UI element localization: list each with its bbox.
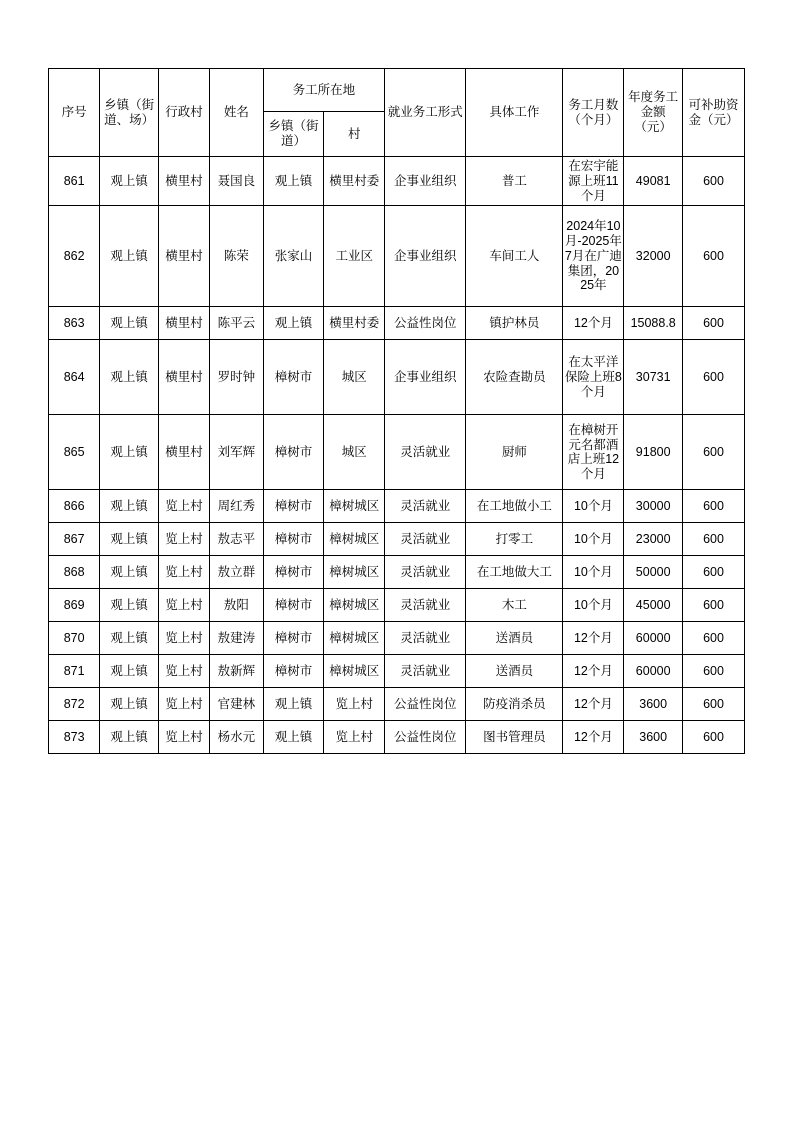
cell-employment-form: 企事业组织 <box>385 206 466 307</box>
cell-work-village: 樟树城区 <box>324 490 385 523</box>
cell-work-village: 樟树城区 <box>324 589 385 622</box>
cell-months: 10个月 <box>563 589 624 622</box>
cell-seq: 865 <box>49 415 100 490</box>
cell-work-township: 樟树市 <box>263 490 324 523</box>
cell-specific-work: 木工 <box>466 589 563 622</box>
cell-name: 敖建涛 <box>210 622 263 655</box>
cell-work-township: 樟树市 <box>263 589 324 622</box>
table-row <box>49 340 745 415</box>
cell-village: 横里村 <box>158 206 209 307</box>
cell-months: 在樟树开元名都酒店上班12个月 <box>563 415 624 490</box>
cell-seq: 870 <box>49 622 100 655</box>
cell-specific-work: 打零工 <box>466 523 563 556</box>
cell-work-village: 横里村委 <box>324 307 385 340</box>
cell-subsidy: 600 <box>683 415 745 490</box>
table-body <box>49 157 745 754</box>
table-row <box>49 589 745 622</box>
cell-township: 观上镇 <box>100 490 159 523</box>
cell-seq: 868 <box>49 556 100 589</box>
cell-months: 12个月 <box>563 307 624 340</box>
cell-employment-form: 企事业组织 <box>385 340 466 415</box>
cell-name: 周红秀 <box>210 490 263 523</box>
cell-work-village: 览上村 <box>324 688 385 721</box>
cell-seq: 863 <box>49 307 100 340</box>
column-header-annual-income: 年度务工金额（元） <box>624 69 683 157</box>
cell-village: 览上村 <box>158 556 209 589</box>
column-header-village: 行政村 <box>158 69 209 157</box>
cell-specific-work: 普工 <box>466 157 563 206</box>
cell-work-township: 张家山 <box>263 206 324 307</box>
cell-months: 2024年10月-2025年7月在广迪集团，2025年 <box>563 206 624 307</box>
table-header-row-1 <box>49 69 745 112</box>
column-header-seq: 序号 <box>49 69 100 157</box>
cell-name: 杨水元 <box>210 721 263 754</box>
cell-employment-form: 灵活就业 <box>385 490 466 523</box>
cell-township: 观上镇 <box>100 688 159 721</box>
cell-work-township: 樟树市 <box>263 655 324 688</box>
cell-months: 在太平洋保险上班8个月 <box>563 340 624 415</box>
cell-employment-form: 灵活就业 <box>385 622 466 655</box>
cell-subsidy: 600 <box>683 721 745 754</box>
cell-subsidy: 600 <box>683 206 745 307</box>
cell-township: 观上镇 <box>100 622 159 655</box>
cell-name: 官建林 <box>210 688 263 721</box>
cell-work-village: 工业区 <box>324 206 385 307</box>
cell-employment-form: 灵活就业 <box>385 655 466 688</box>
cell-employment-form: 公益性岗位 <box>385 688 466 721</box>
cell-employment-form: 灵活就业 <box>385 589 466 622</box>
column-header-work-village: 村 <box>324 112 385 157</box>
table-row <box>49 415 745 490</box>
cell-subsidy: 600 <box>683 688 745 721</box>
cell-township: 观上镇 <box>100 157 159 206</box>
cell-employment-form: 灵活就业 <box>385 415 466 490</box>
table-row <box>49 688 745 721</box>
cell-work-village: 樟树城区 <box>324 622 385 655</box>
cell-specific-work: 在工地做小工 <box>466 490 563 523</box>
cell-work-township: 观上镇 <box>263 721 324 754</box>
cell-work-township: 观上镇 <box>263 307 324 340</box>
column-header-name: 姓名 <box>210 69 263 157</box>
cell-township: 观上镇 <box>100 721 159 754</box>
cell-township: 观上镇 <box>100 556 159 589</box>
cell-seq: 866 <box>49 490 100 523</box>
cell-name: 敖立群 <box>210 556 263 589</box>
cell-work-township: 樟树市 <box>263 340 324 415</box>
cell-months: 12个月 <box>563 688 624 721</box>
cell-subsidy: 600 <box>683 490 745 523</box>
cell-township: 观上镇 <box>100 206 159 307</box>
cell-annual-income: 45000 <box>624 589 683 622</box>
cell-annual-income: 3600 <box>624 721 683 754</box>
cell-township: 观上镇 <box>100 307 159 340</box>
cell-specific-work: 厨师 <box>466 415 563 490</box>
cell-subsidy: 600 <box>683 655 745 688</box>
cell-employment-form: 企事业组织 <box>385 157 466 206</box>
cell-township: 观上镇 <box>100 340 159 415</box>
cell-township: 观上镇 <box>100 415 159 490</box>
cell-work-township: 樟树市 <box>263 415 324 490</box>
cell-subsidy: 600 <box>683 307 745 340</box>
cell-months: 10个月 <box>563 523 624 556</box>
cell-employment-form: 灵活就业 <box>385 523 466 556</box>
cell-township: 观上镇 <box>100 589 159 622</box>
cell-annual-income: 30000 <box>624 490 683 523</box>
cell-village: 览上村 <box>158 490 209 523</box>
cell-work-township: 观上镇 <box>263 688 324 721</box>
cell-employment-form: 灵活就业 <box>385 556 466 589</box>
table-row <box>49 655 745 688</box>
cell-months: 12个月 <box>563 721 624 754</box>
cell-village: 横里村 <box>158 340 209 415</box>
employment-subsidy-table <box>48 68 745 754</box>
cell-months: 10个月 <box>563 490 624 523</box>
cell-work-township: 樟树市 <box>263 622 324 655</box>
cell-specific-work: 防疫消杀员 <box>466 688 563 721</box>
cell-annual-income: 23000 <box>624 523 683 556</box>
cell-subsidy: 600 <box>683 589 745 622</box>
table-row <box>49 523 745 556</box>
cell-annual-income: 50000 <box>624 556 683 589</box>
cell-name: 敖志平 <box>210 523 263 556</box>
cell-village: 横里村 <box>158 415 209 490</box>
cell-name: 聂国良 <box>210 157 263 206</box>
cell-name: 陈平云 <box>210 307 263 340</box>
cell-months: 12个月 <box>563 655 624 688</box>
table-row <box>49 556 745 589</box>
cell-subsidy: 600 <box>683 340 745 415</box>
cell-months: 12个月 <box>563 622 624 655</box>
cell-name: 敖新辉 <box>210 655 263 688</box>
cell-village: 览上村 <box>158 721 209 754</box>
cell-village: 览上村 <box>158 622 209 655</box>
cell-village: 横里村 <box>158 157 209 206</box>
cell-township: 观上镇 <box>100 655 159 688</box>
cell-village: 览上村 <box>158 688 209 721</box>
cell-work-village: 樟树城区 <box>324 556 385 589</box>
cell-seq: 869 <box>49 589 100 622</box>
cell-annual-income: 30731 <box>624 340 683 415</box>
cell-specific-work: 送酒员 <box>466 622 563 655</box>
cell-name: 罗时钟 <box>210 340 263 415</box>
cell-annual-income: 60000 <box>624 655 683 688</box>
cell-employment-form: 公益性岗位 <box>385 721 466 754</box>
column-header-months: 务工月数（个月） <box>563 69 624 157</box>
table-header <box>49 69 745 157</box>
column-header-employment-form: 就业务工形式 <box>385 69 466 157</box>
column-header-subsidy: 可补助资金（元） <box>683 69 745 157</box>
cell-work-township: 樟树市 <box>263 556 324 589</box>
cell-seq: 861 <box>49 157 100 206</box>
cell-annual-income: 3600 <box>624 688 683 721</box>
cell-village: 览上村 <box>158 523 209 556</box>
table-row <box>49 157 745 206</box>
cell-work-village: 横里村委 <box>324 157 385 206</box>
cell-seq: 872 <box>49 688 100 721</box>
table-row <box>49 490 745 523</box>
cell-township: 观上镇 <box>100 523 159 556</box>
cell-village: 览上村 <box>158 655 209 688</box>
cell-work-township: 樟树市 <box>263 523 324 556</box>
column-header-work-township: 乡镇（街道） <box>263 112 324 157</box>
cell-work-village: 樟树城区 <box>324 523 385 556</box>
column-header-specific-work: 具体工作 <box>466 69 563 157</box>
cell-subsidy: 600 <box>683 556 745 589</box>
cell-work-village: 樟树城区 <box>324 655 385 688</box>
table-row <box>49 206 745 307</box>
cell-work-village: 城区 <box>324 340 385 415</box>
cell-months: 在宏宇能源上班11个月 <box>563 157 624 206</box>
cell-subsidy: 600 <box>683 157 745 206</box>
cell-name: 刘军辉 <box>210 415 263 490</box>
cell-seq: 873 <box>49 721 100 754</box>
cell-specific-work: 图书管理员 <box>466 721 563 754</box>
cell-subsidy: 600 <box>683 622 745 655</box>
cell-name: 敖阳 <box>210 589 263 622</box>
cell-seq: 864 <box>49 340 100 415</box>
column-header-work-location-group: 务工所在地 <box>263 69 385 112</box>
cell-annual-income: 15088.8 <box>624 307 683 340</box>
cell-annual-income: 60000 <box>624 622 683 655</box>
cell-annual-income: 49081 <box>624 157 683 206</box>
table-row <box>49 721 745 754</box>
cell-seq: 867 <box>49 523 100 556</box>
cell-village: 览上村 <box>158 589 209 622</box>
cell-subsidy: 600 <box>683 523 745 556</box>
cell-specific-work: 农险查勘员 <box>466 340 563 415</box>
cell-specific-work: 送酒员 <box>466 655 563 688</box>
cell-months: 10个月 <box>563 556 624 589</box>
table-row <box>49 622 745 655</box>
cell-village: 横里村 <box>158 307 209 340</box>
cell-seq: 871 <box>49 655 100 688</box>
cell-specific-work: 镇护林员 <box>466 307 563 340</box>
cell-seq: 862 <box>49 206 100 307</box>
cell-annual-income: 91800 <box>624 415 683 490</box>
cell-annual-income: 32000 <box>624 206 683 307</box>
column-header-township: 乡镇（街道、场） <box>100 69 159 157</box>
table-row <box>49 307 745 340</box>
cell-work-township: 观上镇 <box>263 157 324 206</box>
cell-work-village: 城区 <box>324 415 385 490</box>
cell-employment-form: 公益性岗位 <box>385 307 466 340</box>
cell-name: 陈荣 <box>210 206 263 307</box>
cell-specific-work: 在工地做大工 <box>466 556 563 589</box>
cell-work-village: 览上村 <box>324 721 385 754</box>
cell-specific-work: 车间工人 <box>466 206 563 307</box>
